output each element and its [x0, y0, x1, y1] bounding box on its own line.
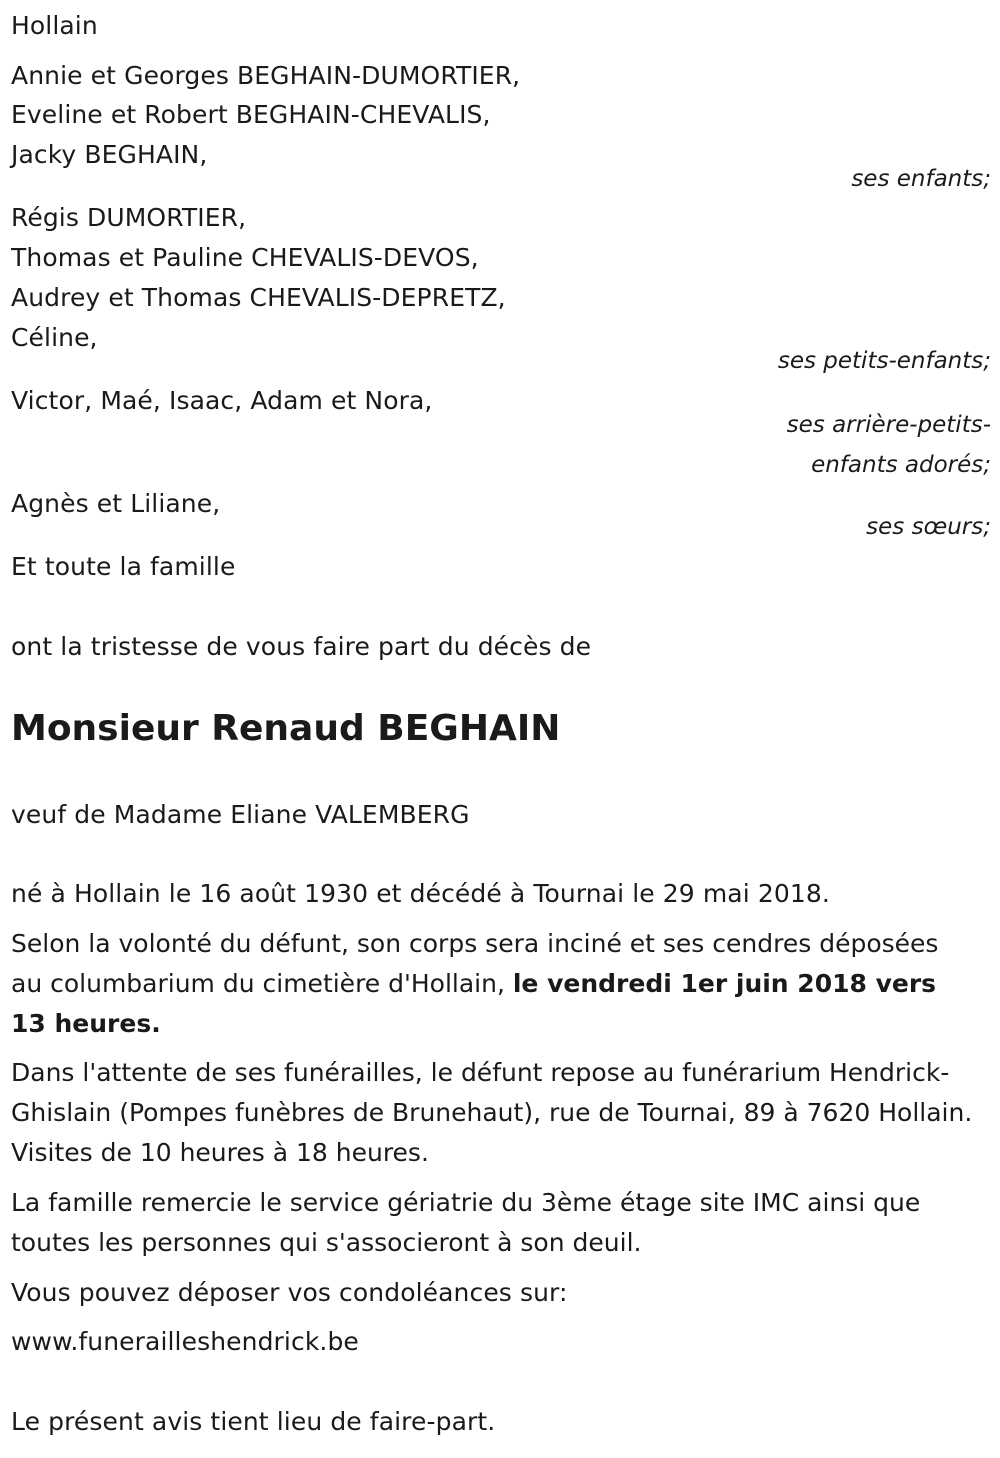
great-grandchildren-relation-line1: ses arrière-petits-	[786, 412, 991, 438]
deceased-name: Monsieur Renaud BEGHAIN	[11, 708, 561, 749]
child-entry: Annie et Georges BEGHAIN-DUMORTIER,	[11, 61, 521, 90]
grandchildren-relation: ses petits-enfants;	[777, 348, 991, 374]
sisters-relation: ses sœurs;	[866, 514, 991, 540]
family-line: Et toute la famille	[11, 552, 236, 581]
closing-note: Le présent avis tient lieu de faire-part.	[11, 1407, 496, 1436]
grandchild-entry: Céline,	[11, 323, 98, 352]
announcement-text: ont la tristesse de vous faire part du décès de	[11, 632, 592, 661]
great-grandchildren-relation-line2: enfants adorés;	[811, 452, 991, 478]
cremation-paragraph	[11, 924, 971, 1044]
village-name: Hollain	[11, 11, 98, 40]
grandchild-entry: Thomas et Pauline CHEVALIS-DEVOS,	[11, 243, 479, 272]
widower-of: veuf de Madame Eliane VALEMBERG	[11, 800, 470, 829]
grandchild-entry: Régis DUMORTIER,	[11, 203, 247, 232]
great-grandchildren-entry: Victor, Maé, Isaac, Adam et Nora,	[11, 386, 433, 415]
condolences-label: Vous pouvez déposer vos condoléances sur:	[11, 1278, 568, 1307]
cremation-date: le vendredi 1er juin 2018 vers 13 heures.	[11, 969, 937, 1038]
children-relation: ses enfants;	[851, 166, 991, 192]
grandchild-entry: Audrey et Thomas CHEVALIS-DEPRETZ,	[11, 283, 506, 312]
birth-death-info: né à Hollain le 16 août 1930 et décédé à Tournai le 29 mai 2018.	[11, 879, 830, 908]
child-entry: Eveline et Robert BEGHAIN-CHEVALIS,	[11, 100, 491, 129]
sisters-entry: Agnès et Liliane,	[11, 489, 221, 518]
website-link[interactable]: www.funerailleshendrick.be	[11, 1327, 359, 1356]
thanks-paragraph: La famille remercie le service gériatrie du 3ème étage site IMC ainsi que toutes les personnes qui s'associeront à son deuil.	[11, 1188, 921, 1257]
funerarium-paragraph: Dans l'attente de ses funérailles, le défunt repose au funérarium Hendrick-Ghislain (Pompes funèbres de Brunehaut), rue de Tournai, 89 à 7620 Hollain. Visites de 10 heures à 18 heures.	[11, 1058, 973, 1167]
child-entry: Jacky BEGHAIN,	[11, 140, 208, 169]
cremation-text: Selon la volonté du défunt, son corps sera inciné et ses cendres déposées au columbarium du cimetière d'Hollain,	[11, 929, 939, 998]
